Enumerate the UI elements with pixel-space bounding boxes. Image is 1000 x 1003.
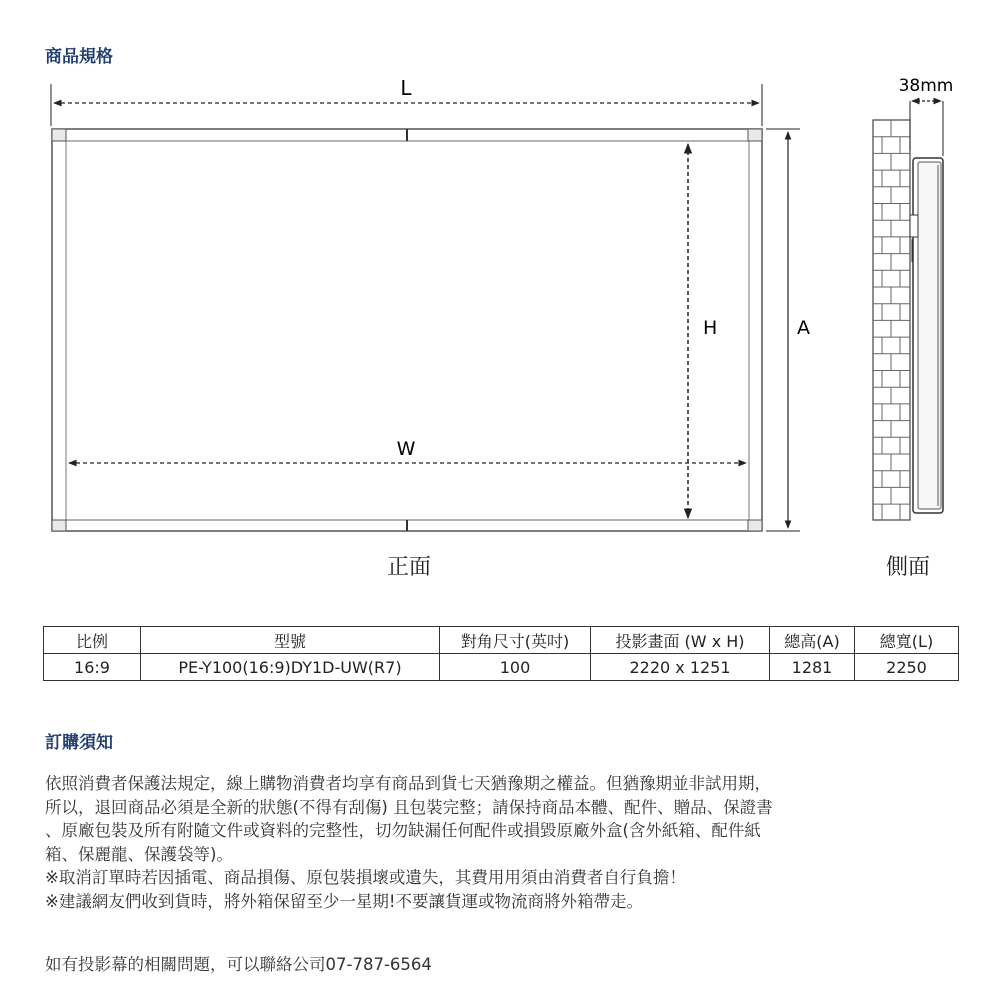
screen-frame	[52, 129, 762, 531]
header-width: 總寬(L)	[855, 627, 959, 654]
side-view-label: 側面	[886, 555, 931, 580]
notice-line: 依照消費者保護法規定，線上購物消費者均享有商品到貨七天猶豫期之權益。但猶豫期並非試用期，	[45, 774, 771, 793]
spec-table-header-row	[44, 627, 959, 654]
l-label: L	[400, 76, 412, 100]
notice-section-title: 訂購須知	[45, 733, 113, 753]
notice-text	[45, 772, 965, 913]
header-ratio: 比例	[44, 627, 141, 654]
cell-model: PE-Y100(16:9)DY1D-UW(R7)	[141, 654, 440, 681]
cell-width: 2250	[855, 654, 959, 681]
side-screen-profile	[910, 158, 943, 513]
spec-section-title: 商品規格	[45, 47, 113, 67]
spec-table	[43, 626, 959, 681]
notice-line: 箱、保麗龍、保護袋等)。	[45, 844, 233, 864]
contact-text: 如有投影幕的相關問題，可以聯絡公司07-787-6564	[45, 955, 432, 974]
notice-line: ※取消訂單時若因插電、商品損傷、原包裝損壞或遺失，其費用用須由消費者自行負擔！	[45, 868, 686, 887]
cell-height: 1281	[770, 654, 855, 681]
spec-table-row	[44, 654, 959, 681]
header-height: 總高(A)	[770, 627, 855, 654]
h-label: H	[703, 317, 718, 339]
w-label: W	[396, 438, 416, 460]
brick-wall	[873, 120, 910, 520]
cell-ratio: 16:9	[44, 654, 141, 681]
front-view-label: 正面	[387, 555, 432, 580]
header-projection: 投影畫面 (W x H)	[591, 627, 770, 654]
a-label: A	[797, 317, 810, 339]
notice-line: ※建議網友們收到貨時，將外箱保留至少一星期!不要讓貨運或物流商將外箱帶走。	[45, 891, 643, 911]
header-model: 型號	[141, 627, 440, 654]
header-diagonal: 對角尺寸(英吋)	[440, 627, 591, 654]
cell-projection: 2220 x 1251	[591, 654, 770, 681]
cell-diagonal: 100	[440, 654, 591, 681]
notice-line: 、原廠包裝及所有附隨文件或資料的完整性，切勿缺漏任何配件或損毀原廠外盒(含外紙箱、配件紙	[45, 821, 761, 840]
depth-label: 38mm	[898, 76, 954, 96]
notice-line: 所以，退回商品必須是全新的狀態(不得有刮傷) 且包裝完整；請保持商品本體、配件、贈品、保證書	[45, 797, 773, 817]
